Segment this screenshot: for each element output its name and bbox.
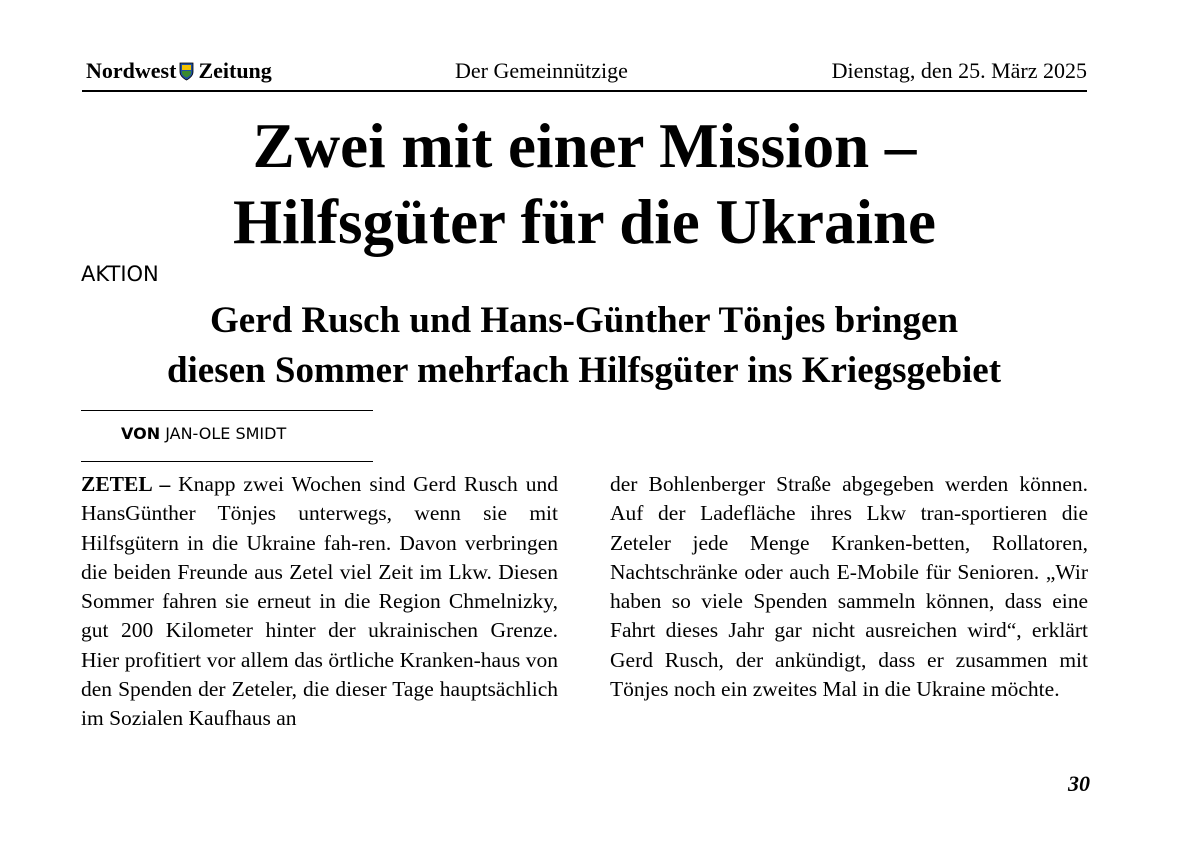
coat-of-arms-icon [179, 62, 194, 81]
newspaper-masthead [86, 58, 272, 84]
subheadline-line-2: diesen Sommer mehrfach Hilfsgüter ins Kriegsgebiet [166, 350, 1002, 391]
page-number: 30 [1068, 771, 1090, 796]
article-headline [82, 108, 1087, 260]
masthead-name-right: Zeitung [198, 58, 272, 83]
article-body-column-1 [81, 470, 558, 734]
masthead-name-left: Nordwest [86, 58, 177, 83]
article-body-text-2: der Bohlenberger Straße abgegeben werden können. Auf der Ladefläche ihres Lkw tran-sportieren die Zeteler jede Menge Kranken-betten, Rollatoren, Nachtschränke oder auch E-Mobile für Senioren. „Wir haben so viele Spenden sammeln können, dass eine Fahrt dieses Jahr gar nicht ausreichen wird“, erklärt Gerd Rusch, der ankündigt, dass er zusammen mit Tönjes noch ein zweites Mal in die Ukraine möchte. [610, 472, 1088, 702]
article-subheadline [60, 296, 1108, 396]
byline [121, 424, 286, 443]
article-body-column-2 [610, 470, 1088, 704]
headline-line-1: Zwei mit einer Mission – [252, 111, 917, 181]
byline-box [81, 410, 373, 462]
byline-author: JAN-OLE SMIDT [165, 424, 287, 443]
byline-prefix: VON [121, 424, 161, 443]
headline-line-2: Hilfsgüter für die Ukraine [233, 187, 936, 257]
subheadline-line-1: Gerd Rusch und Hans-Günther Tönjes bringen [209, 300, 959, 341]
page-header [82, 58, 1087, 92]
article-dateline: ZETEL – [81, 472, 171, 496]
section-title: Der Gemeinnützige [455, 58, 628, 83]
article-body-text-1: Knapp zwei Wochen sind Gerd Rusch und HansGünther Tönjes unterwegs, wenn sie mit Hilfsgütern in die Ukraine fah-ren. Davon verbringen die beiden Freunde aus Zetel viel Zeit im Lkw. Diesen Sommer fahren sie erneut in die Region Chmelnizky, gut 200 Kilometer hinter der ukrainischen Grenze. Hier profitiert vor allem das örtliche Kranken-haus von den Spenden der Zeteler, die dieser Tage hauptsächlich im Sozialen Kaufhaus an [81, 472, 558, 731]
article-kicker: AKTION [81, 262, 159, 286]
issue-date: Dienstag, den 25. März 2025 [831, 58, 1087, 83]
